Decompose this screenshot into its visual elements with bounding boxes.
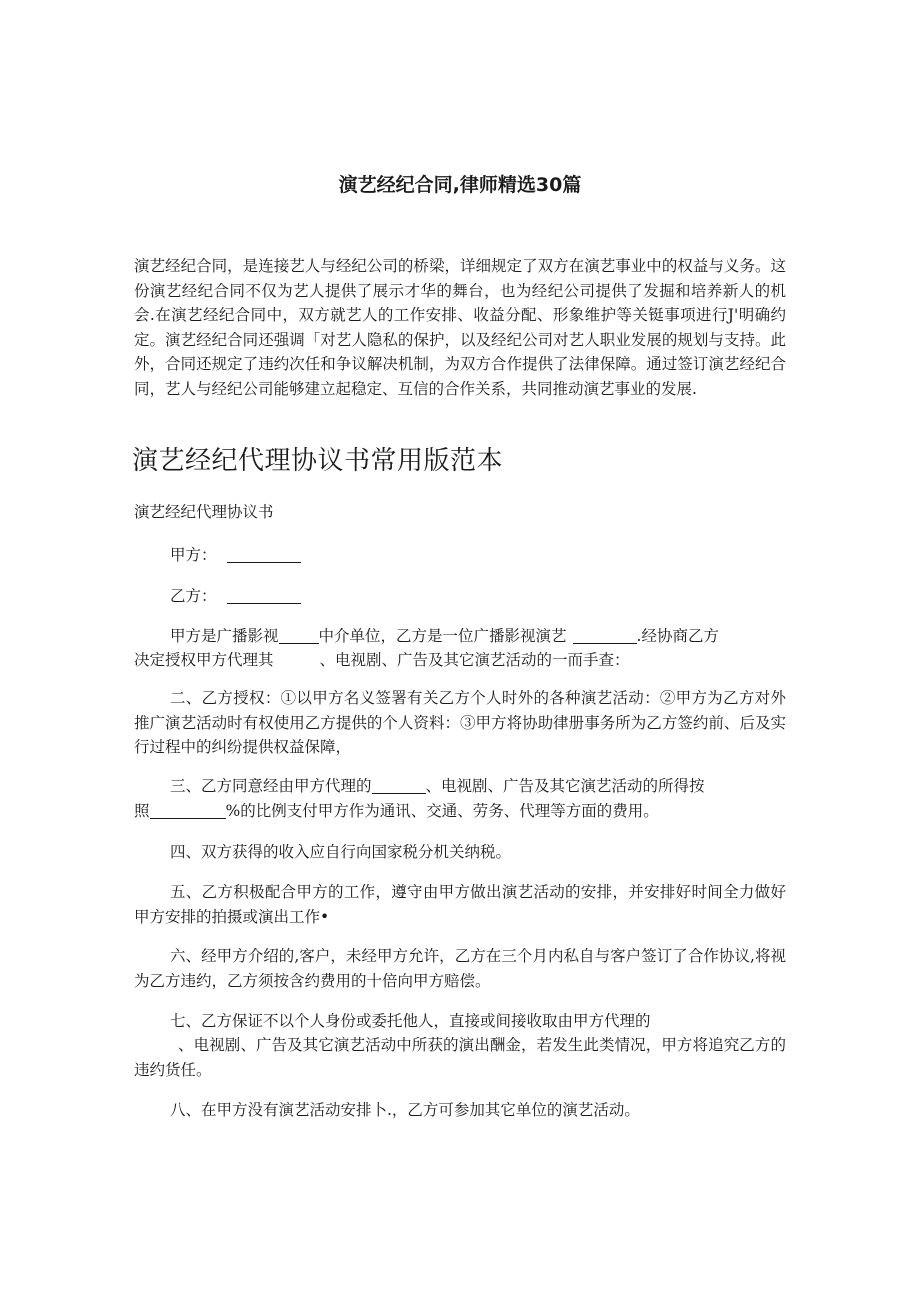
document-title: 演艺经纪合同,律师精选30篇 <box>338 174 582 196</box>
party-a-blank <box>227 546 301 563</box>
clause-1-text-d: 决定授权甲方代理其 <box>134 651 274 669</box>
clause-3-text-c: 照 <box>134 802 150 820</box>
clause-4: 四、双方获得的收入应自行向国家税分机关纳税。 <box>170 843 512 861</box>
intro-paragraph: 演艺经纪合同，是连接艺人与经纪公司的桥梁，详细规定了双方在演艺事业中的权益与义务。这份演艺经纪合同不仅为艺人提供了展示才华的舞台，也为经纪公司提供了发掘和培养新人的机会.在演艺经纪合同中，双方就艺人的工作安排、收益分配、形象维护等关铤事项进行J'明确约定。演艺经纪合同还强调「对艺人隐私的保护，以及经纪公司对艺人职业发展的规划与支持。此外，合同还规定了违约次任和争议解决机制，为双方合作提供了法律保障。通过签订演艺经纪合同，艺人与经纪公司能够建立起稳定、互信的合作关系，共同推动演艺事业的发展. <box>134 257 786 398</box>
clause-3-blank-2 <box>150 802 226 819</box>
clause-8: 八、在甲方没有演艺活动安排卜.，乙方可参加其它单位的演艺活动。 <box>170 1101 640 1119</box>
clause-1-blank-2 <box>573 627 637 644</box>
clause-1-text-a: 甲方是广播影视 <box>170 627 279 645</box>
clause-1-text-c: .经协商乙方 <box>636 627 719 645</box>
clause-3-text-a: 三、乙方同意经由甲方代理的 <box>170 777 372 795</box>
clause-6: 六、经甲方介绍的,客户，未经甲方允许，乙方在三个月内私自与客户签订了合作协议,将视为乙方违约，乙方须按含约费用的十倍向甲方赔偿。 <box>134 947 786 990</box>
clause-7-rest: 、电视剧、广告及其它演艺活动中所获的演出酬金，若发生此类情况，甲方将追究乙方的违约货任。 <box>134 1036 786 1079</box>
clause-3-line-1 <box>170 774 705 799</box>
clause-2: 二、乙方授权：①以甲方名义签署有关乙方个人时外的各种演艺活动：②甲方为乙方对外推广演艺活动时有权使用乙方提供的个人资料：③甲方将协助律册事务所为乙方签约前、后及实行过程中的纠纷提供权益保障， <box>134 689 786 756</box>
clause-7-line-1: 七、乙方保证不以个人身份或委托他人，直接或间接收取由甲方代理的 <box>170 1012 651 1030</box>
clause-3-text-d: %的比例支付甲方作为通讯、交通、劳务、代理等方面的费用。 <box>225 802 659 820</box>
clause-1-text-e: 、电视剧、广告及其它演艺活动的一而手查： <box>319 651 630 669</box>
party-b-line <box>170 584 301 609</box>
clause-1-text-b: 中介单位，乙方是一位广播影视演艺 <box>318 627 567 645</box>
party-b-label: 乙方： <box>170 587 217 605</box>
clause-1-line-1 <box>170 624 719 649</box>
clause-3-line-2 <box>134 799 659 824</box>
agreement-title: 演艺经纪代理协议书 <box>134 503 274 521</box>
clause-1-blank-1 <box>279 627 319 644</box>
clause-1-line-2 <box>134 648 630 673</box>
clause-5: 五、乙方积极配合甲方的工作，遵守由甲方做出演艺活动的安排，并安排好时间全力做好甲方安排的拍摄或演出工作• <box>134 883 786 926</box>
clause-3-blank-1 <box>372 777 426 794</box>
party-b-blank <box>227 587 301 604</box>
party-a-label: 甲方： <box>170 546 217 564</box>
party-a-line <box>170 543 301 568</box>
clause-3-text-b: 、电视剧、广告及其它演艺活动的所得按 <box>425 777 705 795</box>
section-heading: 演艺经纪代理协议书常用版范本 <box>132 446 504 476</box>
